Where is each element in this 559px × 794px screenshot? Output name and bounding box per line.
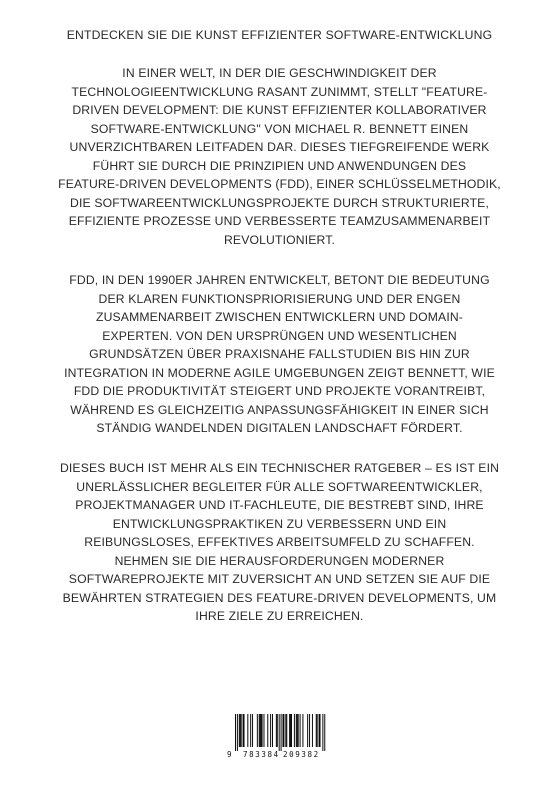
barcode-lead-digit: 9 — [227, 750, 232, 759]
barcode-bar — [262, 714, 263, 747]
text-line: WÄHREND ES GLEICHZEITIG ANPASSUNGSFÄHIGKEIT IN EINER SICH — [70, 402, 489, 417]
barcode-bar — [302, 714, 303, 747]
barcode-bar — [264, 714, 265, 747]
barcode-bar — [272, 714, 273, 747]
barcode-bar — [289, 714, 290, 747]
text-line: UNERLÄSSLICHER BEGLEITER FÜR ALLE SOFTWAREENTWICKLER, — [76, 479, 483, 494]
barcode-bar — [277, 714, 278, 747]
barcode-bar — [281, 714, 282, 751]
text-line: STÄNDIG WANDELNDEN DIGITALEN LANDSCHAFT FÖRDERT. — [96, 421, 463, 435]
barcode-bar — [252, 714, 253, 747]
text-line: INTEGRATION IN MODERNE AGILE UMGEBUNGEN ZEIGT BENNETT, WIE — [64, 365, 495, 380]
barcode-bar — [283, 714, 284, 747]
text-line: BEWÄHRTEN STRATEGIEN DES FEATURE-DRIVEN DEVELOPMENTS, UM — [62, 590, 497, 605]
barcode-bar — [257, 714, 258, 747]
blurb-paragraph-3 — [20, 459, 539, 626]
text-line: ENTWICKLUNGSPRAKTIKEN ZU VERBESSERN UND EIN — [112, 516, 447, 531]
text-line: UNVERZICHTBAREN LEITFADEN DAR. DIESES TIEFGREIFENDE WERK — [69, 140, 490, 154]
barcode-digit-group-1: 783384 — [243, 750, 280, 759]
barcode-bar — [270, 714, 271, 747]
barcode-bar — [241, 714, 242, 747]
barcode-bar — [297, 714, 298, 747]
barcode-bar — [244, 714, 245, 747]
text-line: NEHMEN SIE DIE HERAUSFORDERUNGEN MODERNER — [114, 553, 445, 568]
barcode-bar — [243, 714, 244, 747]
blurb-paragraph-1 — [20, 64, 539, 249]
text-line: FDD DIE PRODUKTIVITÄT STEIGERT UND PROJEKTE VORANTREIBT, — [73, 384, 486, 398]
barcode-bar — [259, 714, 260, 747]
barcode-bar — [298, 714, 299, 747]
barcode-bar — [276, 714, 277, 747]
barcode-bar — [250, 714, 251, 747]
barcode-bars — [227, 712, 333, 752]
text-line: FEATURE-DRIVEN DEVELOPMENTS (FDD), EINER SCHLÜSSELMETHODIK, — [58, 177, 501, 191]
barcode-bar — [309, 714, 310, 747]
text-line: FDD, IN DEN 1990ER JAHREN ENTWICKELT, BETONT DIE BEDEUTUNG — [69, 273, 490, 287]
text-line: EXPERTEN. VON DEN URSPRÜNGEN UND WESENTLICHEN — [102, 328, 457, 343]
barcode-bar — [300, 714, 301, 747]
text-line: TECHNOLOGIEENTWICKLUNG RASANT ZUNIMMT, STELLT "FEATURE- — [71, 84, 488, 99]
barcode-bar — [286, 714, 287, 747]
barcode-bar — [322, 714, 323, 751]
barcode-bar — [261, 714, 262, 747]
barcode-bar — [283, 714, 284, 747]
barcode-bar — [296, 714, 297, 747]
text-line: DIE SOFTWAREENTWICKLUNGSPROJEKTE DURCH STRUKTURIERTE, — [70, 195, 489, 210]
barcode-bar — [267, 714, 268, 747]
barcode-bar — [316, 714, 317, 747]
text-line: DER KLAREN FUNKTIONSPRIORISIERUNG UND DER ENGEN — [98, 291, 461, 306]
text-line: FÜHRT SIE DURCH DIE PRINZIPIEN UND ANWENDUNGEN DES — [92, 158, 467, 173]
barcode-bar — [317, 714, 318, 747]
text-line: ZUSAMMENARBEIT ZWISCHEN ENTWICKLERN UND DOMAIN- — [95, 310, 464, 324]
barcode-bar — [235, 714, 236, 751]
barcode-bar — [279, 714, 280, 751]
text-line: DRIVEN DEVELOPMENT: DIE KUNST EFFIZIENTER KOLLABORATIVER — [72, 103, 487, 117]
barcode-bar — [319, 714, 320, 747]
text-line: SOFTWAREPROJEKTE MIT ZUVERSICHT AN UND SETZEN SIE AUF DIE — [68, 572, 491, 586]
barcode-bar — [312, 714, 313, 747]
text-line: IN EINER WELT, IN DER DIE GESCHWINDIGKEIT DER — [122, 66, 437, 80]
barcode-bar — [294, 714, 295, 747]
barcode-bar — [290, 714, 291, 747]
barcode-bar — [320, 714, 321, 747]
text-line: REIBUNGSLOSES, EFFEKTIVES ARBEITSUMFELD ZU SCHAFFEN. — [84, 535, 475, 549]
text-line: IHRE ZIELE ZU ERREICHEN. — [195, 609, 364, 623]
barcode-bar — [324, 714, 325, 751]
barcode-bar — [260, 714, 261, 747]
barcode-bar — [237, 714, 238, 751]
text-line: PROJEKTMANAGER UND IT-FACHLEUTE, DIE BESTREBT SIND, IHRE — [75, 498, 484, 512]
text-line: REVOLUTIONIERT. — [223, 232, 336, 247]
barcode-bar — [240, 714, 241, 747]
text-line: DIESES BUCH IST MEHR ALS EIN TECHNISCHER RATGEBER – ES IST EIN — [59, 461, 500, 475]
isbn-barcode — [227, 712, 333, 764]
blurb-paragraph-2 — [20, 271, 539, 438]
barcode-bar — [247, 714, 248, 747]
barcode-bar — [307, 714, 308, 747]
text-line: SOFTWARE-ENTWICKLUNG" VON MICHAEL R. BENNETT EINEN — [90, 121, 469, 136]
text-line: GRUNDSÄTZEN ÜBER PRAXISNAHE FALLSTUDIEN BIS HIN ZUR — [89, 347, 470, 361]
barcode-bar — [291, 714, 292, 747]
barcode-digit-group-2: 209382 — [283, 750, 320, 759]
cover-heading: ENTDECKEN SIE DIE KUNST EFFIZIENTER SOFTWARE-ENTWICKLUNG — [66, 28, 493, 42]
barcode-bar — [239, 714, 240, 747]
text-line: EFFIZIENTE PROZESSE UND VERBESSERTE TEAMZUSAMMENARBEIT — [68, 214, 491, 228]
barcode-bar — [285, 714, 286, 747]
